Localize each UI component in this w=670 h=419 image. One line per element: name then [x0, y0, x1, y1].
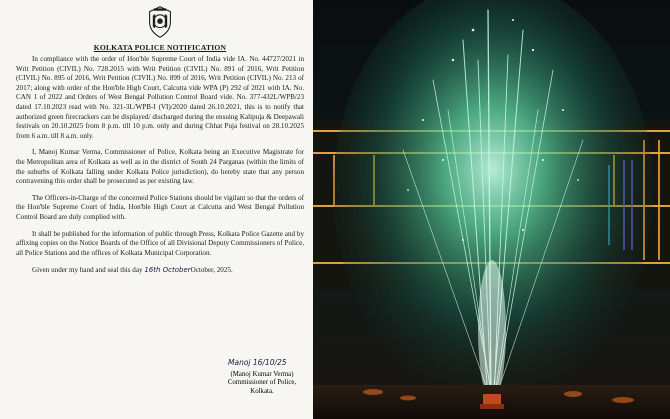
notification-document — [0, 0, 313, 419]
handwritten-date: 16th October — [144, 266, 191, 275]
commissioner-statement: I, Manoj Kumar Verma, Commissioner of Police, Kolkata being an Executive Magistrate for the Metropolitan area of Kolkata as well as in the district of South 24 Parganas (within the limits of the suburbs of Kolkata falling under Kolkata Police jurisdiction), do hereby state that any person contravening this order shall be prosecuted as per existing law. — [16, 148, 304, 186]
given-line — [16, 266, 304, 274]
order-paragraph: In compliance with the order of Hon'ble Supreme Court of India vide IA. No. 44727/2021 in Writ Petition (CIVIL) No. 728.2015 with Writ Petition (CIVIL) No. 891 of 2016, Writ Petition (CIVIL) No. 895 of 2016, Writ Petition (CIVIL) No. 899 of 2016, Writ Petition (CIVIL) No. 213 of 2017; along with order of the Hon'ble High Court, Calcutta vide WPA (P) 292 of 2021 with IA. No. CAN 1 of 2022 and Orders of West Bengal Pollution Control Board vide. No. 377-432L/WPB/23 dated 17.10.2023 read with No. 321-3L/WPB-I (VI)/2020 dated 26.10.2021, this is to notify that authorized green firecrackers can be displayed/ discharged during the ensuing Kalipuja & Deepawali festivals on 20.10.2025 from 8 p.m. till 10 p.m. only and during Chhat Puja festival on 28.10.2025 from 6 a.m. till 8 a.m. only. — [16, 55, 304, 140]
fountain-core — [478, 260, 506, 400]
signatory-place: Kolkata. — [250, 387, 274, 395]
handwritten-signature: Manoj 16/10/25 — [228, 358, 287, 367]
notification-title: KOLKATA POLICE NOTIFICATION — [93, 43, 227, 52]
firework-photo — [313, 0, 670, 419]
firework-image — [313, 0, 670, 419]
police-emblem-icon — [144, 4, 176, 40]
signatory-name: (Manoj Kumar Verma) — [230, 371, 294, 378]
vigilance-paragraph: The Officers-in-Charge of the concerned Police Stations should be vigilant so that the orders of the Hon'ble Supreme Court of India, Hon'ble High Court at Calcutta and West Bengal Pollution Control Board are duly complied with. — [16, 193, 304, 221]
signatory-title: Commissioner of Police, — [227, 379, 297, 387]
publication-paragraph: It shall be published for the information of public through Press, Kolkata Police Gazette and by affixing copies on the Notice Boards of the Office of all Divisional Deputy Commissioners of Police, all Police Stations and the offices of Kolkata Municipal Corporation. — [16, 229, 304, 257]
given-prefix: Given under my hand and seal this day — [32, 266, 143, 275]
signature-block — [214, 371, 310, 396]
given-suffix: October, 2025. — [190, 266, 233, 275]
